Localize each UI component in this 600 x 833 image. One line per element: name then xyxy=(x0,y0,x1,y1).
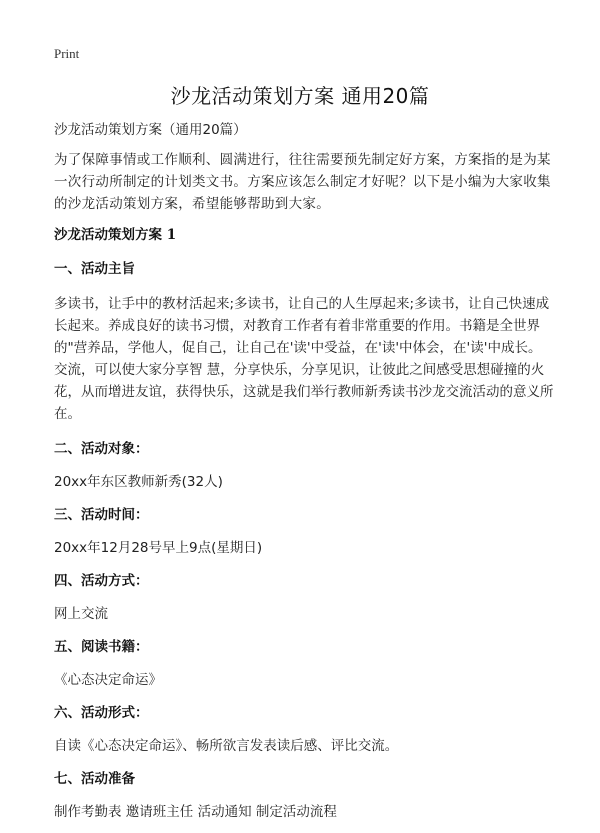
document-subtitle: 沙龙活动策划方案（通用20篇） xyxy=(54,122,247,138)
section-heading-time: 三、活动时间： xyxy=(54,507,149,523)
section-body-purpose: 多读书，让手中的教材活起来;多读书，让自己的人生厚起来;多读书，让自己快速成长起来。养成良好的读书习惯，对教育工作者有着非常重要的作用。书籍是全世界的"营养品，学他人，促自己，让自己在'读'中受益，在'读'中体会，在'读'中成长。交流，可以使大家分享智 慧，分享快乐，分享见识，让彼此之间感受思想碰撞的火花，从而增进友谊，获得快乐，这就是我们举行教师新秀读书沙龙交流活动的意义所在。 xyxy=(54,296,554,422)
section-heading-purpose: 一、活动主旨 xyxy=(54,261,135,277)
print-link[interactable]: Print xyxy=(54,46,80,61)
section-body-time: 20xx年12月28号早上9点(星期日) xyxy=(54,540,263,556)
section-heading-format: 六、活动形式： xyxy=(54,705,149,721)
section-body-preparation: 制作考勤表 邀请班主任 活动通知 制定活动流程 xyxy=(54,804,337,820)
section-body-audience: 20xx年东区教师新秀(32人) xyxy=(54,474,223,490)
intro-paragraph: 为了保障事情或工作顺利、圆满进行，往往需要预先制定好方案，方案指的是为某一次行动所制定的计划类文书。方案应该怎么制定才好呢？以下是小编为大家收集的沙龙活动策划方案，希望能够帮助到大家。 xyxy=(54,152,551,212)
section-heading-audience: 二、活动对象： xyxy=(54,441,149,457)
section-heading-books: 五、阅读书籍： xyxy=(54,639,149,655)
section-body-method: 网上交流 xyxy=(54,606,108,622)
section-body-books: 《心态决定命运》 xyxy=(54,672,162,688)
plan-heading: 沙龙活动策划方案 1 xyxy=(54,227,177,243)
section-heading-method: 四、活动方式： xyxy=(54,573,149,589)
document-title: 沙龙活动策划方案 通用20篇 xyxy=(170,84,430,108)
section-heading-preparation: 七、活动准备 xyxy=(54,771,135,787)
document-content xyxy=(54,120,554,833)
section-body-format: 自读《心态决定命运》、畅所欲言发表读后感、评比交流。 xyxy=(54,738,399,754)
